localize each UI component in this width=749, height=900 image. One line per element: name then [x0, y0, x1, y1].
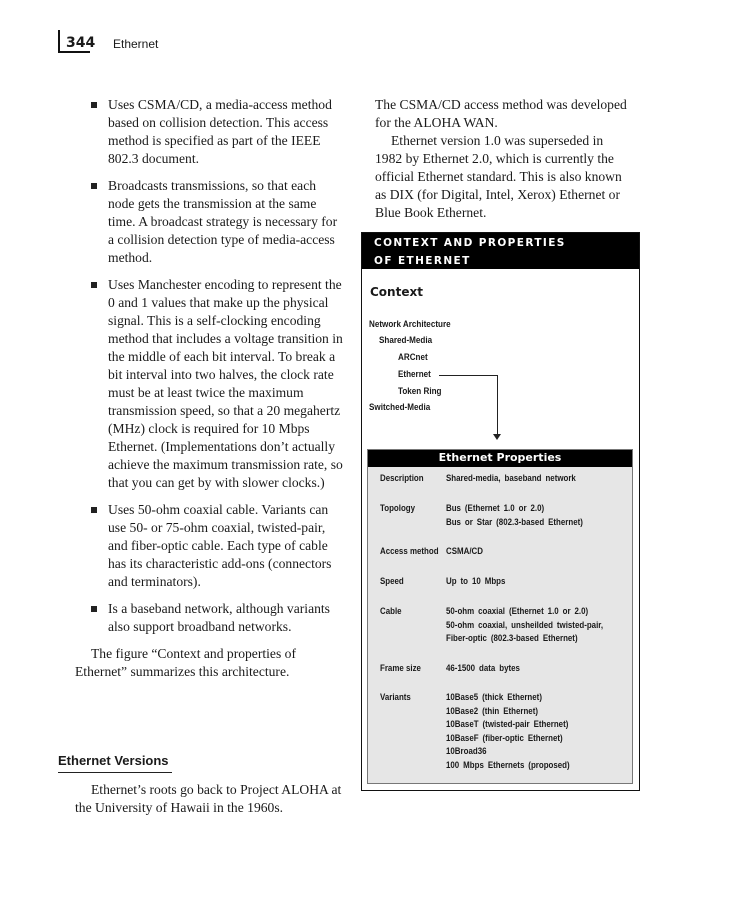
property-value-line: Bus or Star (802.3-based Ethernet) [446, 516, 583, 527]
property-value-line: 10BaseF (fiber-optic Ethernet) [446, 732, 563, 743]
right-paragraph-1: The CSMA/CD access method was developed for the ALOHA WAN. [375, 97, 627, 130]
right-paragraph-2: Ethernet version 1.0 was superseded in 1982 by Ethernet 2.0, which is currently the official Ethernet standard. This is also known as DIX (for Digital, Intel, Xerox) Ethernet or Blue Book Ethernet. [375, 133, 622, 220]
property-label: Topology [380, 503, 416, 513]
property-label: Speed [380, 576, 404, 586]
feature-bullet-list [75, 96, 345, 636]
context-heading: Context [370, 285, 423, 299]
property-value-line: 10Broad36 [446, 746, 487, 756]
property-value-line: Fiber-optic (802.3-based Ethernet) [446, 633, 578, 643]
property-value-line: 50-ohm coaxial, unsheilded twisted-pair, [446, 619, 604, 630]
tree-arcnet: ARCnet [398, 352, 428, 362]
properties-title: Ethernet Properties [368, 450, 632, 467]
header-rule-horizontal [58, 51, 90, 53]
context-figure [361, 232, 640, 791]
property-value-line: 10Base2 (thin Ethernet) [446, 705, 538, 716]
tree-shared-media: Shared-Media [379, 335, 433, 345]
property-value-line: 10BaseT (twisted-pair Ethernet) [446, 719, 569, 729]
property-value-line: Shared-media, baseband network [446, 473, 576, 483]
bullet-item: Uses CSMA/CD, a media-access method based on collision detection. This access method is specified as part of the IEEE 802.3 document. [75, 96, 345, 168]
tree-token-ring: Token Ring [398, 386, 442, 396]
section-heading: Ethernet Versions [58, 753, 172, 773]
figure-title [362, 233, 639, 269]
bullet-item: Is a baseband network, although variants also support broadband networks. [75, 600, 345, 636]
property-value [446, 662, 622, 676]
property-value-line: Up to 10 Mbps [446, 576, 506, 586]
property-value [446, 545, 622, 559]
property-value-line: CSMA/CD [446, 546, 483, 556]
connector-line [439, 375, 498, 376]
property-label: Frame size [380, 663, 421, 673]
bullet-item: Uses Manchester encoding to represent the 0 and 1 values that make up the physical signal. This is a self-clocking encoding method that includes a voltage transition in the middle of each bit interval. To break a bit interval into two halves, the clock rate must be at least twice the maximum transmission speed, so that a 20 megahertz (MHz) clock is required for 10 Mbps Ethernet. (Implementations don’t actually achieve the maximum transmission rate, so that you can get by with slower clocks.) [75, 276, 345, 492]
property-value [446, 472, 622, 486]
property-value-line: 50-ohm coaxial (Ethernet 1.0 or 2.0) [446, 606, 589, 616]
property-value-line: Bus (Ethernet 1.0 or 2.0) [446, 503, 545, 513]
tree-switched-media: Switched-Media [369, 402, 431, 412]
property-value [446, 502, 622, 529]
header-rule-vertical [58, 30, 60, 53]
property-label: Variants [380, 692, 411, 702]
bullet-item: Broadcasts transmissions, so that each node gets the transmission at the same time. A broadcast strategy is necessary for a collision detection type of media-access method. [75, 177, 345, 267]
properties-box [367, 449, 633, 784]
tree-ethernet: Ethernet [398, 369, 431, 379]
summary-paragraph: The figure “Context and properties of Ethernet” summarizes this architecture. [75, 646, 296, 679]
property-label: Access method [380, 546, 439, 556]
versions-paragraph: Ethernet’s roots go back to Project ALOHA at the University of Hawaii in the 1960s. [75, 782, 342, 815]
property-value [446, 575, 622, 589]
page-number: 344 [66, 35, 96, 51]
left-column [75, 96, 345, 681]
running-title: Ethernet [113, 37, 159, 51]
property-value-line: 46-1500 data bytes [446, 663, 520, 673]
arrow-down-icon [493, 434, 501, 440]
tree-network-architecture: Network Architecture [369, 319, 451, 329]
figure-title-line-2: OF ETHERNET [374, 255, 471, 267]
property-value [446, 691, 622, 772]
connector-line [497, 375, 498, 435]
property-value-line: 100 Mbps Ethernets (proposed) [446, 759, 570, 770]
property-value-line: 10Base5 (thick Ethernet) [446, 692, 542, 702]
property-value [446, 605, 622, 646]
figure-title-line-1: CONTEXT AND PROPERTIES [374, 237, 566, 249]
property-label: Description [380, 473, 424, 483]
bullet-item: Uses 50-ohm coaxial cable. Variants can use 50- or 75-ohm coaxial, twisted-pair, and fiber-optic cable. Each type of cable has its characteristic add-ons (connectors and terminators). [75, 501, 345, 591]
left-column-bottom [75, 781, 345, 817]
right-column [375, 96, 630, 222]
property-label: Cable [380, 606, 402, 616]
